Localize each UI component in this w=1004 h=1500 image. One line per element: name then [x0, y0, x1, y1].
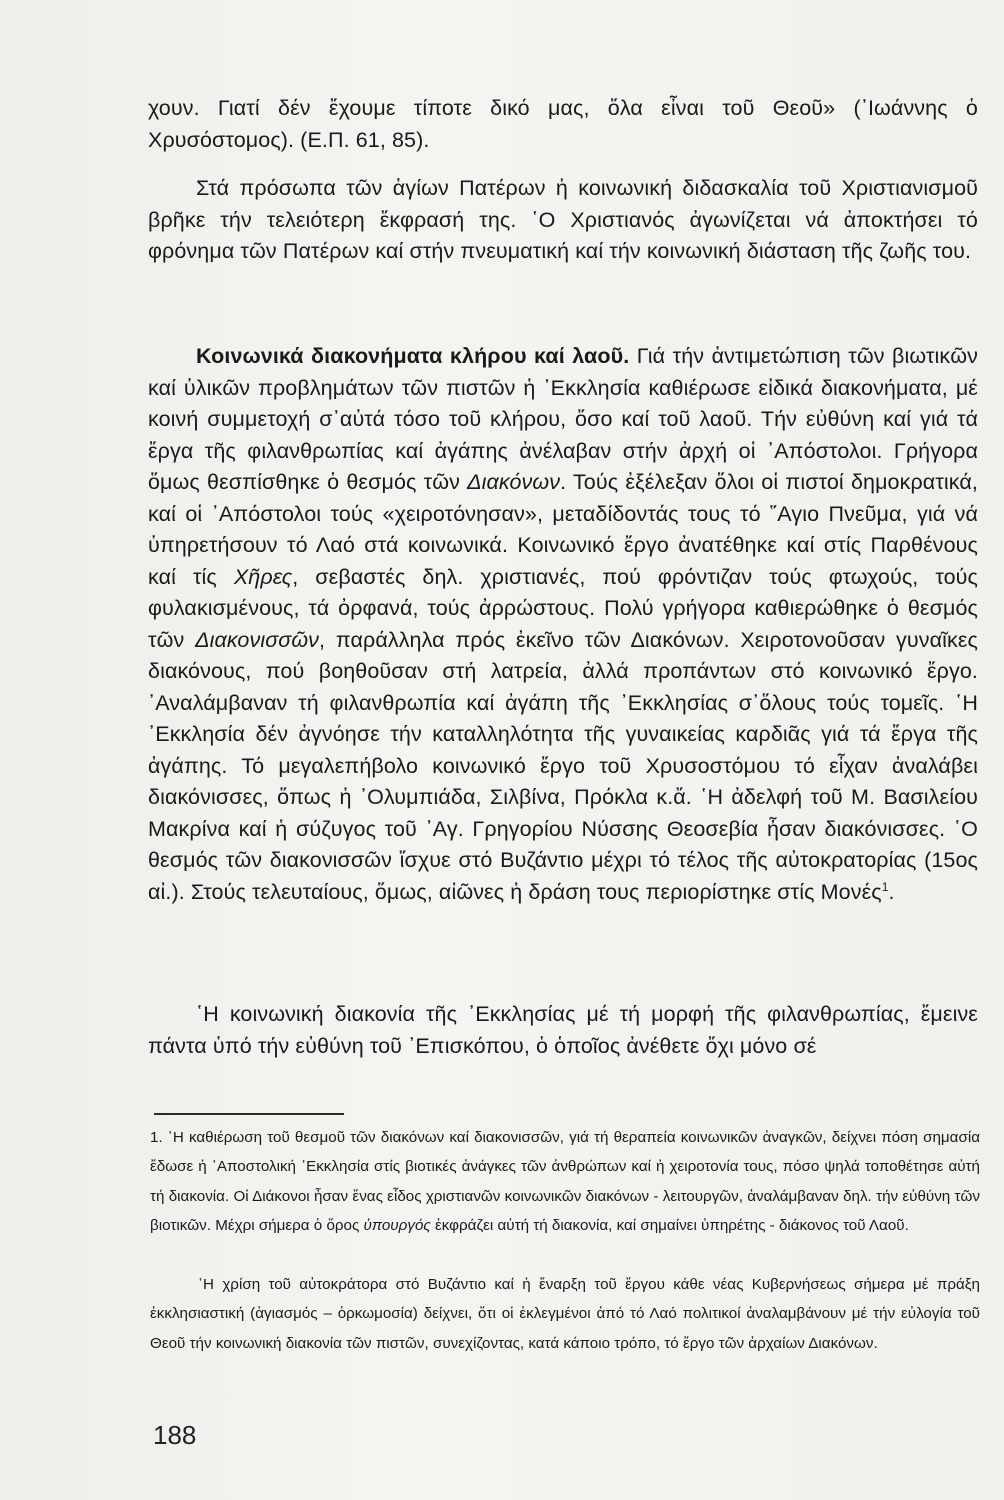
main-text-part-5: .: [888, 879, 895, 904]
main-text-part-4: , παράλληλα πρός ἐκεῖνο τῶν Διακόνων. Χειροτονοῦσαν γυναῖκες διακόνους, πού βοηθοῦσαν στή λατρεία, ἀλλά προπάντων στό κοινωνικό ἔργο. ᾽Αναλάμβαναν τή φιλανθρωπία καί ἀγάπη τῆς ᾽Εκκλησίας σ᾽ὅλους τούς τομεῖς. ῾Η ᾽Εκκλησία δέν ἀγνόησε τήν καταλληλότητα τῆς γυναικείας καρδιᾶς γιά τά ἔργα τῆς ἀγάπης. Τό μεγαλεπήβολο κοινωνικό ἔργο τοῦ Χρυσοστόμου τό εἶχαν ἀναλάβει διακόνισσες, ὅπως ἡ ᾽Ολυμπιάδα, Σιλβίνα, Πρόκλα κ.ἄ. ῾Η ἀδελφή τοῦ Μ. Βασιλείου Μακρίνα καί ἡ σύζυγος τοῦ ᾽Αγ. Γρηγορίου Νύσσης Θεοσεβία ἦσαν διακόνισσες. ῾Ο θεσμός τῶν διακονισσῶν ἴσχυε στό Βυζάντιο μέχρι τό τέλος τῆς αὐτοκρατορίας (15ος αἰ.). Στούς τελευταίους, ὅμως, αἰῶνες ἡ δράση τους περιορίστηκε στίς Μονές: [148, 627, 978, 904]
main-text-part-3: , σεβαστές δηλ. χριστιανές, πού φρόντιζαν τούς φτωχούς, τούς φυλακισμένους, τά ὀρφανά, τούς ἀρρώστους. Πολύ γρήγορα καθιερώθηκε ὁ θεσμός τῶν: [148, 564, 978, 652]
footnote-1: [150, 1123, 980, 1240]
term-deacons: Διακόνων: [467, 470, 561, 494]
page-number: 188: [153, 1420, 197, 1450]
fathers-text: Στά πρόσωπα τῶν ἁγίων Πατέρων ἡ κοινωνική διδασκαλία τοῦ Χριστιανισμοῦ βρῆκε τήν τελειότερη ἔκφρασή της. ῾Ο Χριστιανός ἀγωνίζεται νά ἀποκτήσει τό φρόνημα τῶν Πατέρων καί στήν πνευματική καί τήν κοινωνική διάσταση τῆς ζωῆς του.: [148, 176, 978, 263]
fathers-paragraph: [148, 173, 978, 268]
intro-text: χουν. Γιατί δέν ἔχουμε τίποτε δικό μας, ὅλα εἶναι τοῦ Θεοῦ» (᾽Ιωάννης ὁ Χρυσόστομος). (Ε.Π. 61, 85).: [148, 96, 978, 152]
main-text-part-2: . Τούς ἐξέλεξαν ὅλοι οἱ πιστοί δημοκρατικά, καί οἱ ᾽Απόστολοι τούς «χειροτόνησαν», μεταδίδοντάς τους τό ῞Αγιο Πνεῦμα, γιά νά ὑπηρετήσουν τό Λαό στά κοινωνικά. Κοινωνικό ἔργο ἀνατέθηκε καί στίς Παρθένους καί τίς: [148, 470, 978, 589]
social-ministries-paragraph: [148, 341, 978, 908]
footnote-1-term: ὑπουργός: [363, 1216, 431, 1234]
bishop-text: ῾Η κοινωνική διακονία τῆς ᾽Εκκλησίας μέ τή μορφή τῆς φιλανθρωπίας, ἔμεινε πάντα ὑπό τήν εὐθύνη τοῦ ᾽Επισκόπου, ὁ ὁποῖος ἀνέθετε ὄχι μόνο σέ: [148, 1002, 978, 1058]
term-deaconesses: Διακονισσῶν: [195, 627, 320, 652]
footnote-1-text: [150, 1123, 980, 1240]
bishop-paragraph: [148, 999, 978, 1062]
footnote-1-part-2: ἐκφράζει αὐτή τή διακονία, καί σημαίνει ὑπηρέτης - διάκονος τοῦ Λαοῦ.: [430, 1216, 909, 1234]
intro-paragraph: [148, 93, 978, 156]
social-ministries-text: [148, 341, 978, 908]
main-text-part-1: Γιά τήν ἀντιμετώπιση τῶν βιωτικῶν καί ὑλικῶν προβλημάτων τῶν πιστῶν ἡ ᾽Εκκλησία καθιέρωσε εἰδικά διακονήματα, μέ κοινή συμμετοχή σ᾽αὐτά τόσο τοῦ κλήρου, ὅσο καί τοῦ λαοῦ. Τήν εὐθύνη καί γιά τά ἔργα τῆς φιλανθρωπίας καί ἀγάπης ἀνέλαβαν στήν ἀρχή οἱ ᾽Απόστολοι. Γρήγορα ὅμως θεσπίσθηκε ὁ θεσμός τῶν: [148, 344, 978, 494]
footnote-divider: [154, 1113, 344, 1115]
footnote-2-text: ῾Η χρίση τοῦ αὐτοκράτορα στό Βυζάντιο καί ἡ ἔναρξη τοῦ ἔργου κάθε νέας Κυβερνήσεως σήμερα μέ πράξη ἐκκλησιαστική (ἁγιασμός – ὁρκωμοσία) δείχνει, ὅτι οἱ ἐκλεγμένοι ἀπό τό Λαό πολιτικοί ἀναλαμβάνουν μέ τήν εὐλογία τοῦ Θεοῦ τήν κοινωνική διακονία τῶν πιστῶν, συνεχίζοντας, κατά κάποιο τρόπο, τό ἔργο τῶν ἀρχαίων Διακόνων.: [150, 1276, 980, 1352]
footnote-1-continuation: [150, 1270, 980, 1358]
section-heading: Κοινωνικά διακονήματα κλήρου καί λαοῦ.: [196, 344, 630, 368]
footnote-marker: 1: [881, 879, 889, 894]
footnote-1-part-1: 1. ῾Η καθιέρωση τοῦ θεσμοῦ τῶν διακόνων καί διακονισσῶν, γιά τή θεραπεία κοινωνικῶν ἀναγκῶν, δείχνει πόση σημασία ἔδωσε ἡ ᾽Αποστολική ᾽Εκκλησία στίς βιοτικές ἀνάγκες τῶν ἀνθρώπων καί ἡ χειροτονία τους, πόσο ψηλά τοποθέτησε αὐτή τή διακονία. Οἱ Διάκονοι ἦσαν ἕνας εἶδος χριστιανῶν κοινωνικῶν διακόνων - λειτουργῶν, ἀναλάμβαναν δηλ. τήν εὐθύνη τῶν βιοτικῶν. Μέχρι σήμερα ὁ ὅρος: [150, 1129, 980, 1234]
term-widows: Χῆρες: [233, 564, 293, 589]
